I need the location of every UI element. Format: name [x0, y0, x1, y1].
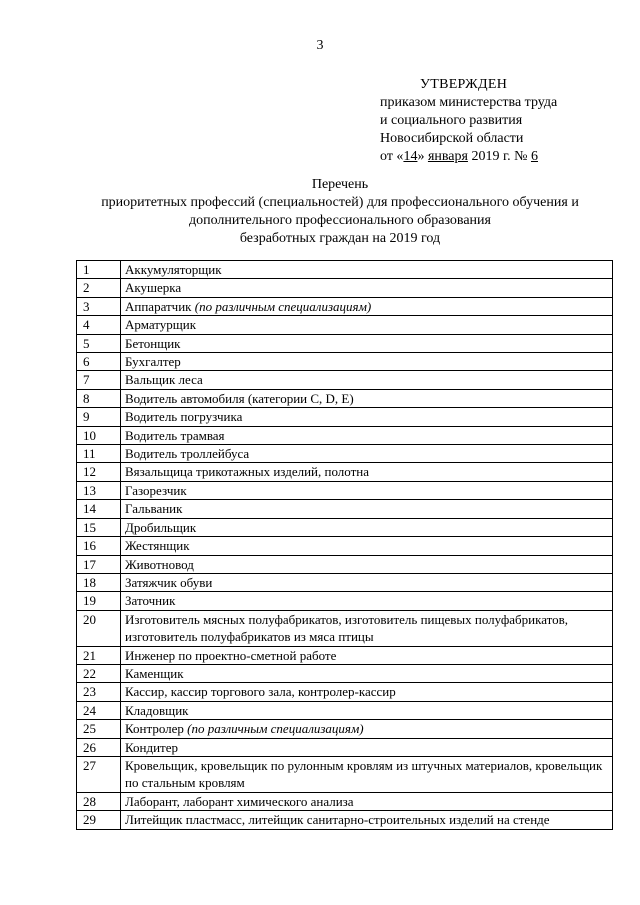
profession-cell: [121, 297, 613, 315]
profession-name: Бухгалтер: [125, 354, 181, 370]
title-line-3: дополнительного профессионального образования: [189, 213, 491, 228]
row-number: 6: [77, 353, 121, 371]
table-row: [77, 664, 613, 682]
table-row: [77, 481, 613, 499]
profession-cell: [121, 518, 613, 536]
row-number: 1: [77, 261, 121, 279]
row-number: 25: [77, 720, 121, 738]
profession-cell: [121, 592, 613, 610]
profession-cell: [121, 573, 613, 591]
table-row: [77, 500, 613, 518]
document-title: [60, 176, 620, 248]
table-row: [77, 701, 613, 719]
row-number: 11: [77, 445, 121, 463]
approval-date-line: [380, 148, 557, 166]
table-row: [77, 445, 613, 463]
professions-table: [76, 260, 613, 830]
row-number: 24: [77, 701, 121, 719]
profession-cell: [121, 701, 613, 719]
date-day: 14: [403, 149, 418, 164]
profession-name: Инженер по проектно-сметной работе: [125, 647, 337, 663]
profession-name: Аккумуляторщик: [125, 262, 222, 277]
profession-cell: [121, 683, 613, 701]
title-line-2: приоритетных профессий (специальностей) для профессионального обучения и: [101, 195, 579, 210]
profession-cell: [121, 445, 613, 463]
profession-cell: [121, 481, 613, 499]
table-row: [77, 573, 613, 591]
profession-name: Кассир, кассир торгового зала, контролер-кассир: [125, 684, 396, 700]
row-number: 10: [77, 426, 121, 444]
row-number: 17: [77, 555, 121, 573]
row-number: 8: [77, 389, 121, 407]
title-line-1: Перечень: [311, 177, 369, 192]
table-row: [77, 646, 613, 664]
table-row: [77, 792, 613, 810]
profession-cell: [121, 279, 613, 297]
row-number: 28: [77, 792, 121, 810]
profession-cell: [121, 664, 613, 682]
row-number: 3: [77, 297, 121, 315]
profession-cell: [121, 720, 613, 738]
approval-heading: УТВЕРЖДЕН: [420, 77, 508, 92]
row-number: 21: [77, 646, 121, 664]
table-row: [77, 316, 613, 334]
profession-name: Вальщик леса: [125, 372, 203, 388]
date-mid: »: [417, 149, 428, 164]
row-number: 16: [77, 537, 121, 555]
row-number: 12: [77, 463, 121, 481]
profession-cell: [121, 371, 613, 389]
profession-name: Водитель трамвая: [125, 427, 225, 443]
profession-name: Лаборант, лаборант химического анализа: [125, 793, 354, 809]
profession-cell: [121, 738, 613, 756]
table-row: [77, 408, 613, 426]
approval-line-3: Новосибирской области: [380, 131, 524, 146]
profession-name: Заточник: [125, 593, 176, 609]
row-number: 26: [77, 738, 121, 756]
table-row: [77, 720, 613, 738]
profession-name: Затяжчик обуви: [125, 574, 213, 590]
profession-name: Кондитер: [125, 739, 179, 755]
professions-table-body: [77, 261, 613, 830]
row-number: 18: [77, 573, 121, 591]
table-row: [77, 463, 613, 481]
row-number: 5: [77, 334, 121, 352]
date-prefix: от «: [380, 149, 404, 164]
row-number: 9: [77, 408, 121, 426]
table-row: [77, 297, 613, 315]
date-year: 2019 г. №: [467, 149, 531, 164]
table-row: [77, 537, 613, 555]
profession-name: Вязальщица трикотажных изделий, полотна: [125, 464, 369, 480]
table-row: [77, 371, 613, 389]
row-number: 13: [77, 481, 121, 499]
profession-name: Водитель троллейбуса: [125, 446, 250, 462]
table-row: [77, 738, 613, 756]
profession-name: Животновод: [125, 556, 194, 572]
approval-stamp: [380, 76, 557, 166]
profession-name: Аппаратчик: [125, 298, 195, 314]
table-row: [77, 389, 613, 407]
profession-cell: [121, 792, 613, 810]
profession-name: Изготовитель мясных полуфабрикатов, изготовитель пищевых полуфабрикатов, изготовитель полуфабрикатов из мяса птицы: [125, 611, 569, 645]
profession-name: Жестянщик: [125, 538, 190, 554]
profession-cell: [121, 389, 613, 407]
profession-name: Кровельщик, кровельщик по рулонным кровлям из штучных материалов, кровельщик по стальным кровлям: [125, 757, 603, 791]
table-row: [77, 261, 613, 279]
table-row: [77, 683, 613, 701]
table-row: [77, 811, 613, 829]
profession-name: Бетонщик: [125, 335, 181, 351]
row-number: 2: [77, 279, 121, 297]
profession-cell: [121, 334, 613, 352]
profession-note: (по различным специализациям): [187, 721, 364, 737]
profession-cell: [121, 426, 613, 444]
profession-name: Акушерка: [125, 280, 182, 296]
row-number: 23: [77, 683, 121, 701]
profession-cell: [121, 463, 613, 481]
profession-cell: [121, 555, 613, 573]
table-row: [77, 334, 613, 352]
profession-cell: [121, 500, 613, 518]
profession-name: Контролер: [125, 721, 188, 737]
profession-cell: [121, 610, 613, 646]
profession-name: Кладовщик: [125, 702, 189, 718]
profession-cell: [121, 353, 613, 371]
date-month: января: [427, 149, 468, 164]
page-number: 3: [316, 38, 324, 53]
row-number: 19: [77, 592, 121, 610]
table-row: [77, 592, 613, 610]
profession-cell: [121, 646, 613, 664]
table-row: [77, 518, 613, 536]
profession-name: Литейщик пластмасс, литейщик санитарно-строительных изделий на стенде: [125, 812, 550, 828]
profession-note: (по различным специализациям): [194, 298, 372, 314]
profession-cell: [121, 316, 613, 334]
profession-name: Каменщик: [125, 665, 184, 681]
profession-cell: [121, 261, 613, 279]
approval-line-1: приказом министерства труда: [380, 95, 558, 110]
table-row: [77, 555, 613, 573]
table-row: [77, 426, 613, 444]
row-number: 20: [77, 610, 121, 646]
profession-name: Газорезчик: [125, 482, 187, 498]
profession-cell: [121, 811, 613, 829]
row-number: 29: [77, 811, 121, 829]
profession-name: Арматурщик: [125, 317, 197, 333]
table-row: [77, 353, 613, 371]
profession-name: Водитель автомобиля (категории С, D, Е): [125, 390, 354, 406]
title-line-4: безработных граждан на 2019 год: [239, 231, 441, 246]
row-number: 14: [77, 500, 121, 518]
row-number: 7: [77, 371, 121, 389]
profession-name: Дробильщик: [125, 519, 197, 535]
row-number: 27: [77, 756, 121, 792]
row-number: 4: [77, 316, 121, 334]
approval-line-2: и социального развития: [380, 113, 523, 128]
profession-cell: [121, 537, 613, 555]
profession-cell: [121, 756, 613, 792]
table-row: [77, 610, 613, 646]
row-number: 22: [77, 664, 121, 682]
profession-name: Гальваник: [125, 501, 183, 517]
order-number: 6: [530, 149, 538, 164]
profession-name: Водитель погрузчика: [125, 409, 243, 425]
profession-cell: [121, 408, 613, 426]
table-row: [77, 279, 613, 297]
row-number: 15: [77, 518, 121, 536]
table-row: [77, 756, 613, 792]
